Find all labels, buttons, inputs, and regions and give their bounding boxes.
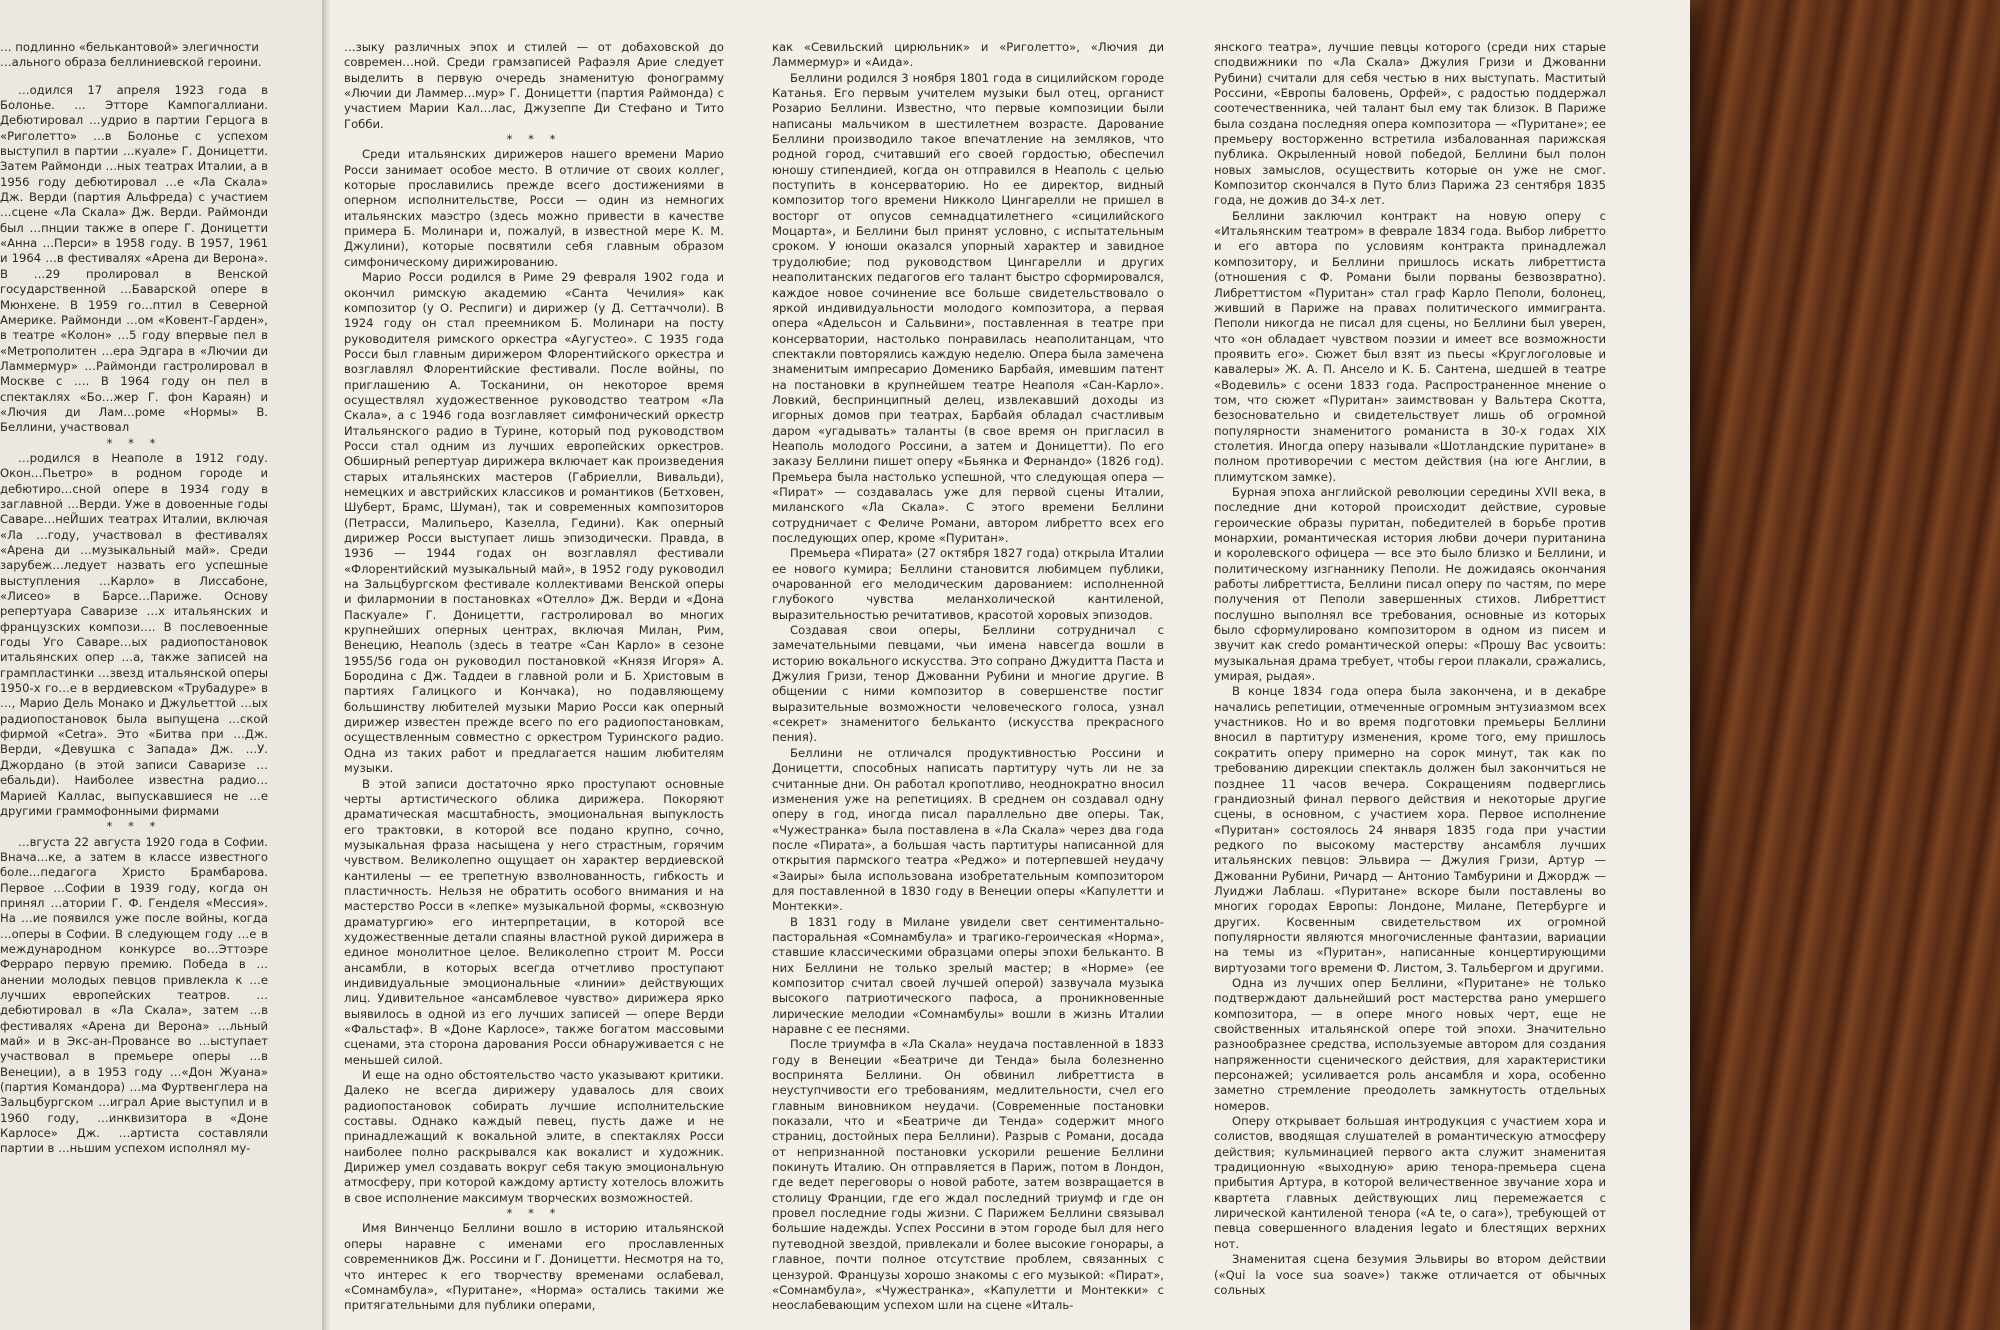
paragraph: как «Севильский цирюльник» и «Риголетто», «Лючия ди Ламмермур» и «Аида». <box>772 40 1164 70</box>
paragraph: Имя Винченцо Беллини вошло в историю итальянской оперы наравне с именами его прославленных современников Дж. Россини и Г. Доницетти. Несмотря на то, что интерес к его творчеству временами ослабевал, «Сомнамбула», «Пуритане», «Норма» остались такими же притягательными для публики операми, <box>344 1221 724 1313</box>
text-column-3 <box>772 40 1164 1320</box>
section-divider: * * * <box>506 1206 562 1221</box>
paragraph: Создавая свои оперы, Беллини сотрудничал с замечательными певцами, чьи имена навсегда вошли в историю вокального искусства. Это сопрано Джудитта Паста и Джулия Гризи, тенор Джованни Рубини и многие другие. В общении с ними композитор в совершенстве постиг выразительные возможности человеческого голоса, узнал «секрет» знаменитого бельканто (искусства прекрасного пения). <box>772 623 1164 745</box>
paragraph: янского театра», лучшие певцы которого (среди них старые сподвижники по «Ла Скала» Джулия Гризи и Джованни Рубини) считали для себя честью в них выступать. Маститый Россини, «Европы баловень, Орфей», с радостью поддержал соотечественника, чей талант был ему так близок. В Париже была создана последняя опера композитора — «Пуритане»; ее премьеру восторженно встретила избалованная парижская публика. Окрыленный новой победой, Беллини был полон новых замыслов, осуществить которые он уже не смог. Композитор скончался в Путо близ Парижа 23 сентября 1835 года, не дожив до 34-х лет. <box>1214 40 1606 208</box>
text-column-1 <box>0 40 268 1320</box>
paragraph: В конце 1834 года опера была закончена, и в декабре начались репетиции, отмеченные огромным энтузиазмом всех участников. Но и во время подготовки премьеры Беллини вносил в партитуру изменения, кроме того, ему пришлось сократить оперу примерно на сорок минут, так как по требованию дирекции спектакль должен был закончиться не позднее 11 часов вечера. Сокращениям подверглись грандиозный финал первого действия и некоторые другие сцены, в основном, с участием хора. Первое исполнение «Пуритан» состоялось 24 января 1835 года при участии редкого по высокому мастерству ансамбля лучших итальянских певцов: Эльвира — Джулия Гризи, Артур — Джованни Рубини, Ричард — Антонио Тамбурини и Джордж — Луиджи Лаблаш. «Пуритане» вскоре были поставлены во многих городах Европы: Лондоне, Милане, Петербурге и других. Косвенным свидетельством их огромной популярности являются многочисленные фантазии, вариации на темы из «Пуритан», написанные концертирующими виртуозами того времени Ф. Листом, З. Тальбергом и другими. <box>1214 684 1606 975</box>
paragraph: …одился 17 апреля 1923 года в Болонье. … Этторе Кампогаллиани. Дебютировал …удрио в партии Герцога в «Риголетто» …в Болонье с успехом выступил в партии …куале» Г. Доницетти. Затем Раймонди …ных театрах Италии, а в 1956 году дебютировал …е «Ла Скала» Дж. Верди (партия Альфреда) с участием …сцене «Ла Скала» Дж. Верди. Раймонди был …пнции также в опере Г. Доницетти «Анна …Перси» в 1958 году. В 1957, 1961 и 1964 …в фестивалях «Арена ди Верона». В …29 пролировал в Венской государственной …Баварской опере в Мюнхене. В 1959 го…птил в Северной Америке. Раймонди …ом «Ковент-Гарден», в театре «Колон» …5 году впервые пел в «Метрополитен …ера Эдгара в «Лючии ди Ламмермур» …Раймонди гастролировал в Москве с …. В 1964 году он пел в спектаклях «Бо…жер Г. фон Караян) и «Лючия ди Лам…роме «Нормы» В. Беллини, участвовал <box>0 82 268 435</box>
page-fold <box>322 0 330 1330</box>
paragraph: …родился в Неаполе в 1912 году. Окон…Пьетро» в родном городе и дебютиро…сной опере в 1934 году в заглавной …Верди. Уже в довоенные годы Саваре…неЙших театрах Италии, включая «Ла …году, участвовал в фестивалях «Арена ди …музыкальный май». Среди зарубеж…ледует назвать его успешные выступления …Карло» в Лиссабоне, «Лисео» в Барсе…Париже. Основу репертуара Саваризе …х итальянских и французских компози…. В послевоенные годы Уго Саваре…ых радиопостановок итальянских опер …а, также записей на грампластинки …звезд итальянской оперы 1950-х го…е в вердиевском «Трубадуре» в …, Марио Дель Монако и Джульеттой …ых радиопостановок была выпущена …ской фирмой «Cetra». Это «Битва при …Дж. Верди, «Девушка с Запада» Дж. …У. Джордано (в этой записи Саваризе …ебальди). Наиболее известна радио… Марией Каллас, выпускавшиеся не …е другими граммофонными фирмами <box>0 450 268 818</box>
paragraph: …ального образа беллиниевской героини. <box>0 55 262 70</box>
paragraph: И еще на одно обстоятельство часто указывают критики. Далеко не всегда дирижеру удавалось для своих радиопостановок собирать лучшие исполнительские составы. Однако каждый певец, пусть даже и не принадлежащий к вокальной элите, в спектаклях Росси наиболее полно раскрывался как вокалист и художник. Дирижер умел создавать вокруг себя такую эмоциональную атмосферу, при которой каждому артисту хотелось вложить в свое исполнение максимум творческих возможностей. <box>344 1068 724 1205</box>
paragraph: В этой записи достаточно ярко проступают основные черты артистического облика дирижера. Покоряют драматическая масштабность, эмоциональная выпуклость его трактовки, в которой все подано крупно, сочно, музыкальная фраза насыщена у него страстным, горячим чувством. Великолепно ощущает он характер вердиевской кантилены — ее трепетную взволнованность, гибкость и пластичность. Нельзя не обратить особого внимания и на мастерство Росси в «лепке» музыкальной формы, «сквозную драматургию» его интерпретации, в которой все художественные детали спаяны властной рукой дирижера в единое монолитное целое. Великолепно строит М. Росси ансамбли, в которых всегда отчетливо проступают индивидуальные эмоциональные «линии» действующих лиц. Удивительное «ансамблевое чувство» дирижера ярко выявилось в одной из его лучших записей — опере Верди «Фальстаф». В «Доне Карлосе», также богатом массовыми сценами, эта сторона дарования Росси обнаруживается с не меньшей силой. <box>344 776 724 1067</box>
paragraph: Беллини родился 3 ноября 1801 года в сицилийском городе Катанья. Его первым учителем музыки был отец, органист Розарио Беллини. Известно, что первые композиции были написаны мальчиком в шестилетнем возрасте. Дарование Беллини производило такое впечатление на земляков, что родной город, считавший его своей гордостью, обеспечил юношу стипендией, когда он отправился в Неаполь с целью поступить в консерваторию. Но ее директор, видный композитор того времени Никколо Цингарелли не пришел в восторг от опусов семнадцатилетнего «сицилийского Моцарта», и Беллини был принят условно, с испытательным сроком. У юноши оказался упорный характер и завидное трудолюбие; под руководством Цингарелли и других неаполитанских педагогов его талант быстро сформировался, каждое новое сочинение все больше свидетельствовало о яркой индивидуальности молодого композитора, а первая опера «Адельсон и Сальвини», поставленная в театре при консерватории, настолько понравилась неаполитанцам, что спектакли повторялись каждую неделю. Опера была замечена знаменитым импресарио Доменико Барбайя, имевшим патент на постановки в крупнейшем театре Неаполя «Сан-Карло». Ловкий, беспринципный делец, извлекавший доходы из игорных домов при театрах, Барбайя обладал счастливым даром «угадывать» таланты (в свое время он пригласил в Неаполь молодого Россини, а затем и Доницетти). По его заказу Беллини пишет оперу «Бьянка и Фернандо» (1826 год). Премьера была настолько успешной, что следующая опера — «Пират» — создавалась уже для первой сцены Италии, миланского «Ла Скала». С этого времени Беллини сотрудничает с Феличе Романи, автором либретто всех его последующих опер, кроме «Пуритан». <box>772 70 1164 545</box>
paragraph: Знаменитая сцена безумия Эльвиры во втором действии («Qui la voce sua soave») также отличается от обычных сольных <box>1214 1252 1606 1297</box>
section-divider: * * * <box>106 435 162 450</box>
paragraph: Бурная эпоха английской революции середины XVII века, в последние дни которой происходит действие, суровые героические образы пуритан, победителей в борьбе против монархии, романтическая история любви дочери пуританина и королевского офицера — все это было близко и Беллини, и политическому изгнаннику Пеполи. Не дожидаясь окончания работы либреттиста, Беллини писал оперу по частям, по мере получения от Пеполи завершенных стихов. Либреттист послушно выполнял все требования, основные из которых было сформулировано композитором в одном из писем и звучит как credo романтической оперы: «Прошу Вас усвоить: музыкальная драма требует, чтобы герои плакали, сражались, умирая, рыдая». <box>1214 484 1606 684</box>
paragraph: Премьера «Пирата» (27 октября 1827 года) открыла Италии ее нового кумира; Беллини становится любимцем публики, очарованной его мелодическим дарованием: исполненной глубокого чувства меланхолической кантиленой, выразительностью речитативов, красотой хоровых эпизодов. <box>772 546 1164 622</box>
section-divider: * * * <box>106 819 162 834</box>
text-column-2 <box>344 40 724 1320</box>
paragraph: Беллини заключил контракт на новую оперу с «Итальянским театром» в феврале 1834 года. Выбор либретто и его автора по условиям контракта принадлежал композитору, и Беллини пришлось искать либреттиста (отношения с Ф. Романи были порваны безвозвратно). Либреттистом «Пуритан» стал граф Карло Пеполи, болонец, живший в Париже на правах политического иммигранта. Пеполи никогда не писал для сцены, но Беллини был уверен, что «он обладает чувством поэзии и имеет все возможности проявить его». Сюжет был взят из пьесы «Круглоголовые и кавалеры» Ж. А. П. Ансело и К. Б. Сантена, шедшей в театре «Водевиль» с осени 1833 года. Распространенное мнение о том, что сюжет «Пуритан» заимствован у Вальтера Скотта, безосновательно и свидетельствует лишь об огромной популярности знаменитого романиста в 30-х годах XIX столетия. Иногда оперу называли «Шотландские пуритане» в полном противоречии с местом действия (на юге Англии, в плимутском замке). <box>1214 208 1606 484</box>
section-divider: * * * <box>506 132 562 147</box>
paragraph: … подлинно «белькантовой» элегичности <box>0 40 259 54</box>
paragraph: Беллини не отличался продуктивностью Россини и Доницетти, способных написать партитуру чуть ли не за считанные дни. Он работал кропотливо, неоднократно вносил изменения уже на репетициях. В среднем он создавал одну оперу в год, иногда писал параллельно две оперы. Так, «Чужестранка» была поставлена в «Ла Скала» через два года после «Пирата», а большая часть партитуры написанной для открытия пармского театра «Реджо» и потерпевшей неудачу «Заиры» была использована изобретательным композитором для поставленной в 1830 году в Венеции оперы «Капулетти и Монтекки». <box>772 745 1164 914</box>
paragraph: …вгуста 22 августа 1920 года в Софии. Внача…ке, а затем в классе известного боле…педагога Христо Брамбарова. Первое …Софии в 1939 году, когда он принял …атории Г. Ф. Генделя «Мессия». На …ие появился уже после войны, когда …оперы в Софии. В следующем году …е в международном конкурсе во…Эттоэре Ферраро первую премию. Победа в …анении молодых певцов привлекла к …е лучших европейских театров. …дебютировал в «Ла Скала», затем …в фестивалях «Арена ди Верона» …льный май» и в Экс-ан-Провансе во …ыступает участвовал в премьере оперы …в Венеции), а в 1953 году …«Дон Жуана» (партия Командора) …ма Фуртвенглера на Зальцбургском …играл Арие выступил и в 1960 году, …инквизитора в «Доне Карлосе» Дж. …артиста составляли партии в …ньшим успехом исполнял му- <box>0 834 268 1156</box>
paragraph: После триумфа в «Ла Скала» неудача поставленной в 1833 году в Венеции «Беатриче ди Тенда» была болезненно воспринята Беллини. Он обвинил либреттиста в неуступчивости его требованиям, медлительности, счел его главным виновником неудачи. (Современные постановки показали, что и «Беатриче ди Тенда» содержит много страниц, достойных пера Беллини). Разрыв с Романи, досада от непризнанной постановки ускорили решение Беллини покинуть Италию. Он отправляется в Париж, потом в Лондон, где ведет переговоры о новой работе, затем возвращается в столицу Франции, где его ждал последний триумф и где он провел последние годы жизни. С Парижем Беллини связывал большие надежды. Успех Россини в этом городе был для него путеводной звездой, привлекали и более высокие гонорары, а главное, почти полное отсутствие проблем, связанных с цензурой. Французы хорошо знакомы с его музыкой: «Пират», «Сомнамбула», «Чужестранка», «Капулетти и Монтекки» с неослабевающим успехом шли на сцене «Италь- <box>772 1037 1164 1313</box>
paragraph: Одна из лучших опер Беллини, «Пуритане» не только подтверждают дальнейший рост мастерства рано умершего композитора, — в опере много новых черт, еще не свойственных итальянской опере той эпохи. Значительно разнообразнее средства, используемые автором для создания напряженности сценического действия, для характеристики персонажей; усиливается роль ансамбля и хора, особенно заметно стремление преодолеть замкнутость отдельных номеров. <box>1214 975 1606 1113</box>
text-column-4 <box>1214 40 1606 1320</box>
paragraph: …зыку различных эпох и стилей — от добаховской до современ…ной. Среди грамзаписей Рафаэля Арие следует выделить в первую очередь знаменитую фонограмму «Лючии ди Ламмер…мур» Г. Доницетти (партия Раймонда) с участием Марии Кал…лас, Джузеппе Ди Стефано и Тито Гобби. <box>344 40 724 131</box>
paragraph: В 1831 году в Милане увидели свет сентиментально-пасторальная «Сомнамбула» и трагико-героическая «Норма», ставшие классическими образцами оперы эпохи бельканто. В них Беллини не только зрелый мастер; в «Норме» (ее композитор считал своей лучшей оперой) зазвучала музыка высокого патриотического пафоса, а проникновенные лирические мелодии «Сомнамбулы» вошли в жизнь Италии наравне с ее песнями. <box>772 914 1164 1036</box>
paragraph: Оперу открывает большая интродукция с участием хора и солистов, вводящая слушателей в романтическую атмосферу действия; кульминацией первого акта служит знаменитая традиционную «выходную» арию тенора-премьера сцена прибытия Артура, в которой величественное звучание хора и квартета главных действующих лиц перемежается с лирической кантиленой тенора («A te, o cara»), требующей от певца совершенного владения legato и блестящих верхних нот. <box>1214 1114 1606 1251</box>
paragraph: Марио Росси родился в Риме 29 февраля 1902 года и окончил римскую академию «Санта Чечилия» как композитор (у О. Респиги) и дирижер (у Д. Сеттаччоли). В 1924 году он стал преемником Б. Молинари на посту руководителя римского оркестра «Аугустео». С 1935 года Росси был главным дирижером Флорентийского оркестра и возглавлял Флорентийские фестивали. После войны, по приглашению А. Тосканини, он некоторое время осуществлял художественное руководство театром «Ла Скала», а с 1946 года возглавляет симфонический оркестр Итальянского радио в Турине, который под руководством Росси стал одним из лучших европейских оркестров. Обширный репертуар дирижера включает как произведения старых итальянских мастеров (Габриелли, Вивальди), немецких и австрийских классиков и романтиков (Бетховен, Шуберт, Брамс, Шуман), так и современных композиторов (Петрасси, Малипьеро, Казелла, Гедини). Как оперный дирижер Росси выступает лишь эпизодически. Правда, в 1936 — 1944 годах он возглавлял фестивали «Флорентийский музыкальный май», в 1952 году руководил на Зальцбургском фестивале коллективами Венской оперы и филармонии в постановках «Отелло» Дж. Верди и «Дона Паскуале» Г. Доницетти, гастролировал во многих крупнейших оперных центрах, включая Милан, Рим, Венецию, Неаполь (здесь в театре «Сан Карло» в сезоне 1955/56 года он руководил постановкой «Князя Игоря» А. Бородина с Дж. Таддеи в главной роли и Б. Христовым в партиях Галицкого и Кончака), но подавляющему большинству любителей музыки Марио Росси как оперный дирижер известен прежде всего по его радиопостановкам, осуществленным совместно с оркестром Туринского радио. Одна из таких работ и предлагается нашим любителям музыки. <box>344 270 724 776</box>
paragraph: Среди итальянских дирижеров нашего времени Марио Росси занимает особое место. В отличие от своих коллег, которые прославились прежде всего достижениями в оперном исполнительстве, Росси — один из немногих итальянских маэстро (здесь можно привести в качестве примера Б. Молинари и, пожалуй, в известной мере К. М. Джулини), которые посвятили себя главным образом симфоническому дирижированию. <box>344 147 724 269</box>
